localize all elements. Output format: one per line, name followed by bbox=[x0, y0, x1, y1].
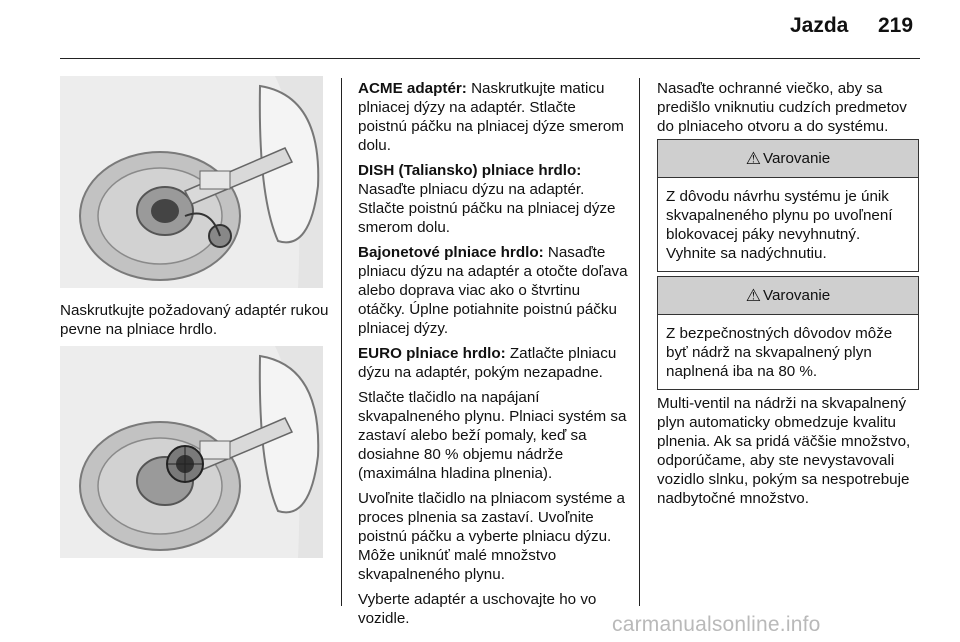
bayonet-label: Bajonetové plniace hrdlo: bbox=[358, 244, 544, 261]
watermark: carmanualsonline.info bbox=[612, 613, 821, 636]
column-divider-left bbox=[341, 78, 342, 606]
paragraph-release-button: Uvoľnite tlačidlo na plniacom systéme a proces plnenia sa zastaví. Uvoľnite poistnú páčku a vyberte plniacu dýzu. Môže uniknúť malé množstvo skvapalneného plynu. bbox=[358, 490, 625, 583]
warning-icon: ⚠ bbox=[745, 148, 761, 168]
paragraph-protective-cap: Nasaďte ochranné viečko, aby sa predišlo vniknutiu cudzích predmetov do plniaceho otvoru a do systému. bbox=[657, 80, 907, 135]
warning-title-2: Varovanie bbox=[762, 287, 831, 304]
paragraph-press-button: Stlačte tlačidlo na napájaní skvapalneného plynu. Plniaci systém sa zastaví alebo beží pomaly, keď sa dosiahne 80 % objemu nádrže (maximálna hladina plnenia). bbox=[358, 389, 627, 482]
bayonet-text: Nasaďte plniacu dýzu na adaptér a otočte doľava alebo doprava viac ako o štvrtinu otáčky. Úplne potiahnite poistnú páčku plniacej dýzy. bbox=[358, 244, 628, 337]
column-divider-right bbox=[639, 78, 640, 606]
warning-box-2 bbox=[657, 276, 919, 390]
dish-text: Nasaďte plniacu dýzu na adaptér. Stlačte poistnú páčku na plniacej dýze smerom dolu. bbox=[358, 181, 616, 236]
warning-text-2: Z bezpečnostných dôvodov môže byť nádrž na skvapalnený plyn naplnená iba na 80 %. bbox=[666, 325, 893, 380]
warning-header-1 bbox=[658, 140, 918, 178]
section-title: Jazda bbox=[790, 14, 849, 37]
caption-adapter: Naskrutkujte požadovaný adaptér rukou pevne na plniace hrdlo. bbox=[60, 302, 329, 338]
warning-title-1: Varovanie bbox=[762, 150, 831, 167]
paragraph-remove-adapter: Vyberte adaptér a uschovajte ho vo vozidle. bbox=[358, 591, 597, 627]
fuel-door-illustration-2 bbox=[60, 346, 323, 558]
acme-text: Naskrutkujte maticu plniacej dýzy na adaptér. Stlačte poistnú páčku na plniacej dýze smerom dolu. bbox=[358, 80, 624, 154]
euro-text: Zatlačte plniacu dýzu na adaptér, pokým nezapadne. bbox=[358, 345, 617, 381]
euro-label: EURO plniace hrdlo: bbox=[358, 345, 506, 362]
warning-text-1: Z dôvodu návrhu systému je únik skvapalneného plynu po uvoľnení blokovacej páky nevyhnutný. Vyhnite sa nadýchnutiu. bbox=[666, 188, 893, 262]
fuel-door-drawing-1 bbox=[60, 76, 323, 288]
dish-label: DISH (Taliansko) plniace hrdlo: bbox=[358, 162, 582, 179]
paragraph-multivalve: Multi-ventil na nádrži na skvapalnený plyn automaticky obmedzuje kvalitu plnenia. Ak sa pridá väčšie množstvo, odporúčame, aby ste nevystavovali vozidlo slnku, pokým sa nespotrebuje nadbytočné množstvo. bbox=[657, 395, 911, 507]
fuel-door-drawing-2 bbox=[60, 346, 323, 558]
header-divider bbox=[60, 58, 920, 59]
fuel-door-illustration-1 bbox=[60, 76, 323, 288]
warning-icon: ⚠ bbox=[745, 285, 761, 305]
warning-box-1 bbox=[657, 139, 919, 272]
warning-header-2 bbox=[658, 277, 918, 315]
page-number: 219 bbox=[878, 14, 914, 37]
acme-label: ACME adaptér: bbox=[358, 80, 467, 97]
